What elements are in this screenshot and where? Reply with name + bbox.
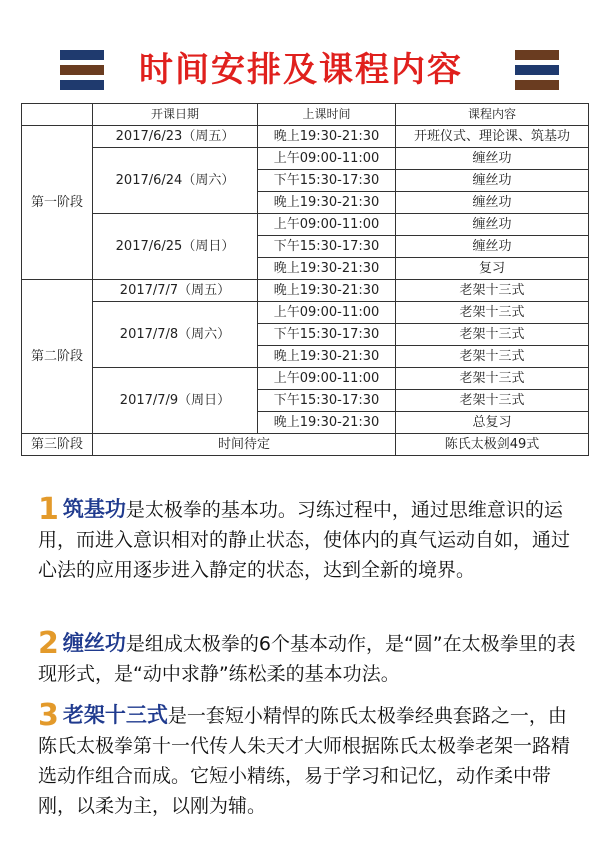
time-cell: 上午09:00-11:00 <box>258 368 396 390</box>
table-row <box>22 434 589 456</box>
section-term: 老架十三式 <box>62 703 168 727</box>
date-cell: 2017/6/25（周日） <box>93 214 258 280</box>
stage-cell: 第一阶段 <box>22 126 93 280</box>
time-cell: 晚上19:30-21:30 <box>258 126 396 148</box>
time-cell: 下午15:30-17:30 <box>258 236 396 258</box>
time-cell: 晚上19:30-21:30 <box>258 258 396 280</box>
content-cell: 缠丝功 <box>396 170 589 192</box>
section-text: 是一套短小精悍的陈氏太极拳经典套路之一，由陈氏太极拳第十一代传人朱天才大师根据陈氏太极拳老架一路精选动作组合而成。它短小精练，易于学习和记忆，动作柔中带刚，以柔为主，以刚为辅。 <box>38 705 571 817</box>
content-cell: 缠丝功 <box>396 148 589 170</box>
stage-cell: 第三阶段 <box>22 434 93 456</box>
table-row <box>22 148 589 170</box>
time-cell: 下午15:30-17:30 <box>258 170 396 192</box>
table-row <box>22 302 589 324</box>
time-cell: 下午15:30-17:30 <box>258 390 396 412</box>
section-number: 3 <box>38 698 59 733</box>
schedule-table <box>21 103 589 456</box>
header-cell-content: 课程内容 <box>396 104 589 126</box>
header-cell-time: 上课时间 <box>258 104 396 126</box>
section-term: 缠丝功 <box>62 631 126 655</box>
table-row <box>22 368 589 390</box>
content-cell: 陈氏太极剑49式 <box>396 434 589 456</box>
content-cell: 老架十三式 <box>396 302 589 324</box>
time-cell: 晚上19:30-21:30 <box>258 280 396 302</box>
header-cell-date: 开课日期 <box>93 104 258 126</box>
header-cell-stage <box>22 104 93 126</box>
header <box>0 40 602 102</box>
page-title: 时间安排及课程内容 <box>139 50 463 90</box>
time-cell: 晚上19:30-21:30 <box>258 192 396 214</box>
table-row <box>22 214 589 236</box>
stage-cell: 第二阶段 <box>22 280 93 434</box>
section-text: 是组成太极拳的6个基本动作，是“圆”在太极拳里的表现形式，是“动中求静”练松柔的基本功法。 <box>38 633 576 685</box>
section-number: 2 <box>38 626 59 661</box>
table-header-row <box>22 104 589 126</box>
date-time-cell: 时间待定 <box>93 434 396 456</box>
content-cell: 开班仪式、理论课、筑基功 <box>396 126 589 148</box>
time-cell: 下午15:30-17:30 <box>258 324 396 346</box>
section-jiben <box>38 494 578 585</box>
date-cell: 2017/6/24（周六） <box>93 148 258 214</box>
time-cell: 晚上19:30-21:30 <box>258 346 396 368</box>
content-cell: 老架十三式 <box>396 368 589 390</box>
content-cell: 缠丝功 <box>396 192 589 214</box>
date-cell: 2017/7/9（周日） <box>93 368 258 434</box>
time-cell: 晚上19:30-21:30 <box>258 412 396 434</box>
content-cell: 老架十三式 <box>396 324 589 346</box>
section-text: 是太极拳的基本功。习练过程中，通过思维意识的运用，而进入意识相对的静止状态，使体内的真气运动自如，通过心法的应用逐步进入静定的状态，达到全新的境界。 <box>38 499 571 581</box>
time-cell: 上午09:00-11:00 <box>258 302 396 324</box>
table-row <box>22 280 589 302</box>
content-cell: 老架十三式 <box>396 390 589 412</box>
table-row <box>22 126 589 148</box>
section-term: 筑基功 <box>62 497 126 521</box>
section-laojia <box>38 700 578 821</box>
content-cell: 缠丝功 <box>396 236 589 258</box>
content-cell: 总复习 <box>396 412 589 434</box>
content-cell: 缠丝功 <box>396 214 589 236</box>
decorative-stripes-right <box>515 50 559 95</box>
date-cell: 2017/7/7（周五） <box>93 280 258 302</box>
content-cell: 老架十三式 <box>396 280 589 302</box>
content-cell: 复习 <box>396 258 589 280</box>
section-number: 1 <box>38 492 59 527</box>
content-cell: 老架十三式 <box>396 346 589 368</box>
date-cell: 2017/6/23（周五） <box>93 126 258 148</box>
section-chansi <box>38 628 578 689</box>
time-cell: 上午09:00-11:00 <box>258 214 396 236</box>
time-cell: 上午09:00-11:00 <box>258 148 396 170</box>
date-cell: 2017/7/8（周六） <box>93 302 258 368</box>
